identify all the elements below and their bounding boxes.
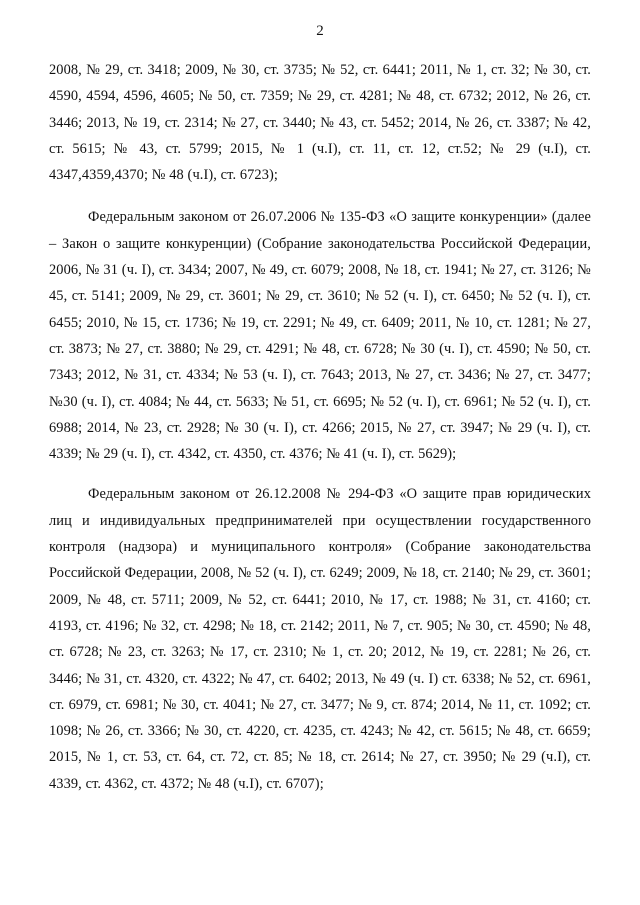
paragraph-law-294-fz: Федеральным законом от 26.12.2008 № 294-ФЗ «О защите прав юридических лиц и индивидуальных предпринимателей при осуществлении государственного контроля (надзора) и муниципального контроля» (Собрание законодательства Российской Федерации, 2008, № 52 (ч. I), ст. 6249; 2009, № 18, ст. 2140; № 29, ст. 3601; 2009, № 48, ст. 5711; 2009, № 52, ст. 6441; 2010, № 17, ст. 1988; № 31, ст. 4160; ст. 4193, ст. 4196; № 32, ст. 4298; № 18, ст. 2142; 2011, № 7, ст. 905; № 30, ст. 4590; № 48, ст. 6728; № 23, ст. 3263; № 17, ст. 2310; № 1, ст. 20; 2012, № 19, ст. 2281; № 26, ст. 3446; № 31, ст. 4320, ст. 4322; № 47, ст. 6402; 2013, № 49 (ч. I) ст. 6338; № 52, ст. 6961, ст. 6979, ст. 6981; № 30, ст. 4041; № 27, ст. 3477; № 9, ст. 874; 2014, № 11, ст. 1092; ст. 1098; № 26, ст. 3366; № 30, ст. 4220, ст. 4235, ст. 4243; № 42, ст. 5615; № 48, ст. 6659; 2015, № 1, ст. 53, ст. 64, ст. 72, ст. 85; № 18, ст. 2614; № 27, ст. 3950; № 29 (ч.I), ст. 4339, ст. 4362, ст. 4372; № 48 (ч.I), ст. 6707); [49,486,591,792]
page-number: 2 [316,23,324,39]
paragraph-citation-continuation: 2008, № 29, ст. 3418; 2009, № 30, ст. 3735; № 52, ст. 6441; 2011, № 1, ст. 32; № 30, ст. 4590, 4594, 4596, 4605; № 50, ст. 7359; № 29, ст. 4281; № 48, ст. 6732; 2012, № 26, ст. 3446; 2013, № 19, ст. 2314; № 27, ст. 3440; № 43, ст. 5452; 2014, № 26, ст. 3387; № 42, ст. 5615; № 43, ст. 5799; 2015, № 1 (ч.I), ст. 11, ст. 12, ст.52; № 29 (ч.I), ст. 4347,4359,4370; № 48 (ч.I), ст. 6723); [49,62,591,184]
document-body [49,57,591,797]
paragraph-law-135-fz: Федеральным законом от 26.07.2006 № 135-ФЗ «О защите конкуренции» (далее – Закон о защите конкуренции) (Собрание законодательства Российской Федерации, 2006, № 31 (ч. I), ст. 3434; 2007, № 49, ст. 6079; 2008, № 18, ст. 1941; № 27, ст. 3126; № 45, ст. 5141; 2009, № 29, ст. 3601; № 29, ст. 3610; № 52 (ч. I), ст. 6450; № 52 (ч. I), ст. 6455; 2010, № 15, ст. 1736; № 19, ст. 2291; № 49, ст. 6409; 2011, № 10, ст. 1281; № 27, ст. 3873; № 27, ст. 3880; № 29, ст. 4291; № 48, ст. 6728; № 30 (ч. I), ст. 4590; № 50, ст. 7343; 2012, № 31, ст. 4334; № 53 (ч. I), ст. 7643; 2013, № 27, ст. 3436; № 27, ст. 3477; №30 (ч. I), ст. 4084; № 44, ст. 5633; № 51, ст. 6695; № 52 (ч. I), ст. 6961; № 52 (ч. I), ст. 6988; 2014, № 23, ст. 2928; № 30 (ч. I), ст. 4266; 2015, № 27, ст. 3947; № 29 (ч. I), ст. 4339; № 29 (ч. I), ст. 4342, ст. 4350, ст. 4376; № 41 (ч. I), ст. 5629); [49,209,591,463]
